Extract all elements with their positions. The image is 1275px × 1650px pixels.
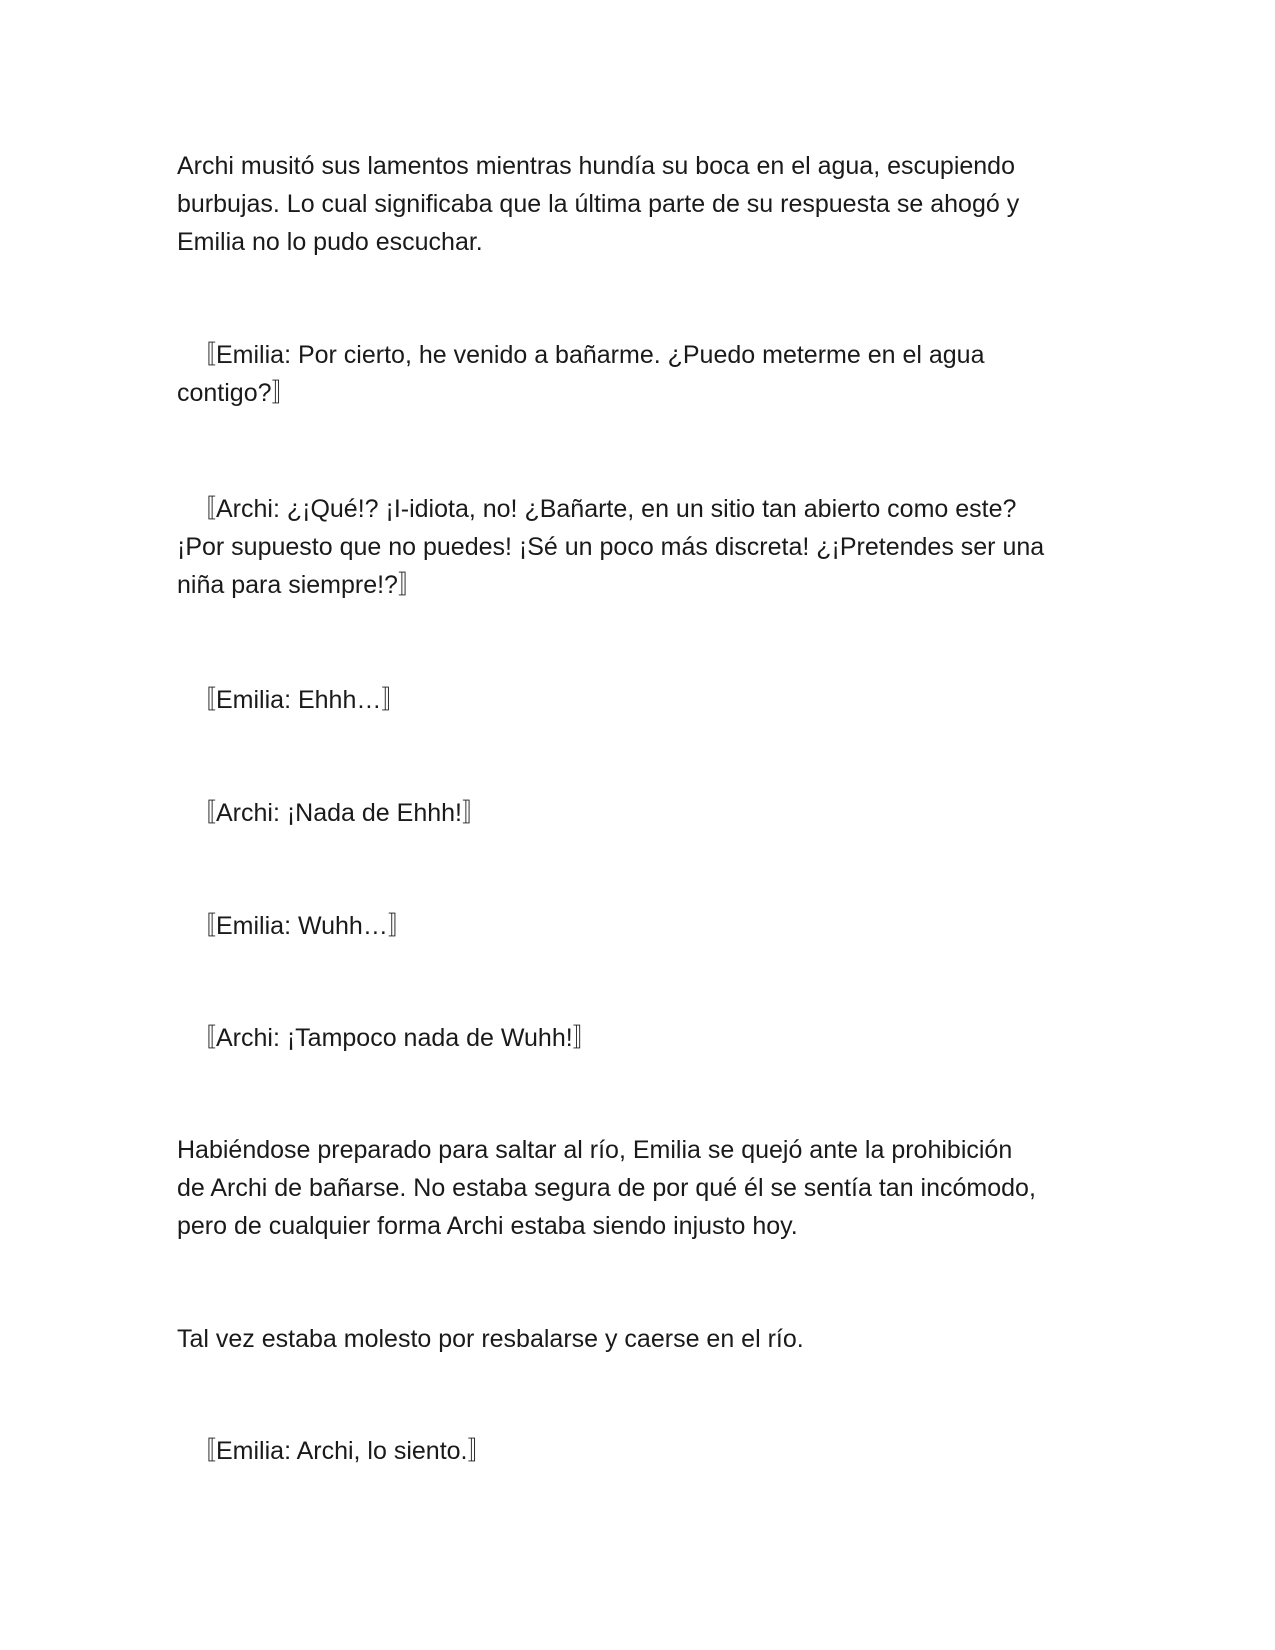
dialogue-paragraph — [177, 1432, 1097, 1470]
text-line: ¡Por supuesto que no puedes! ¡Sé un poco más discreta! ¿¡Pretendes ser una — [177, 533, 1045, 561]
dialogue-paragraph — [177, 794, 1097, 832]
text-line: 〚Archi: ¡Nada de Ehhh!〛 — [191, 799, 487, 827]
dialogue-paragraph — [177, 907, 1097, 945]
text-line: 〚Archi: ¡Tampoco nada de Wuhh!〛 — [191, 1024, 598, 1052]
text-line: 〚Emilia: Ehhh…〛 — [191, 686, 407, 714]
text-line: 〚Emilia: Archi, lo siento.〛 — [191, 1437, 493, 1465]
dialogue-paragraph — [177, 490, 1097, 604]
narration-paragraph — [177, 1131, 1097, 1245]
text-line: niña para siempre!?〛 — [177, 571, 423, 599]
text-line: 〚Archi: ¿¡Qué!? ¡I-idiota, no! ¿Bañarte, en un sitio tan abierto como este? — [191, 495, 1017, 523]
text-line: 〚Emilia: Wuhh…〛 — [191, 912, 413, 940]
text-line: pero de cualquier forma Archi estaba siendo injusto hoy. — [177, 1212, 798, 1240]
text-line: 〚Emilia: Por cierto, he venido a bañarme. ¿Puedo meterme en el agua — [191, 341, 985, 369]
dialogue-paragraph — [177, 1019, 1097, 1057]
narration-paragraph — [177, 1320, 1097, 1358]
narration-paragraph — [177, 147, 1097, 261]
text-line: Archi musitó sus lamentos mientras hundía su boca en el agua, escupiendo — [177, 152, 1015, 180]
text-line: burbujas. Lo cual significaba que la última parte de su respuesta se ahogó y — [177, 190, 1020, 218]
text-line: Tal vez estaba molesto por resbalarse y caerse en el río. — [177, 1325, 804, 1353]
text-line: de Archi de bañarse. No estaba segura de por qué él se sentía tan incómodo, — [177, 1174, 1036, 1202]
text-line: Habiéndose preparado para saltar al río, Emilia se quejó ante la prohibición — [177, 1136, 1013, 1164]
dialogue-paragraph — [177, 681, 1097, 719]
text-line: Emilia no lo pudo escuchar. — [177, 228, 483, 256]
dialogue-paragraph — [177, 336, 1097, 412]
text-line: contigo?〛 — [177, 379, 297, 407]
